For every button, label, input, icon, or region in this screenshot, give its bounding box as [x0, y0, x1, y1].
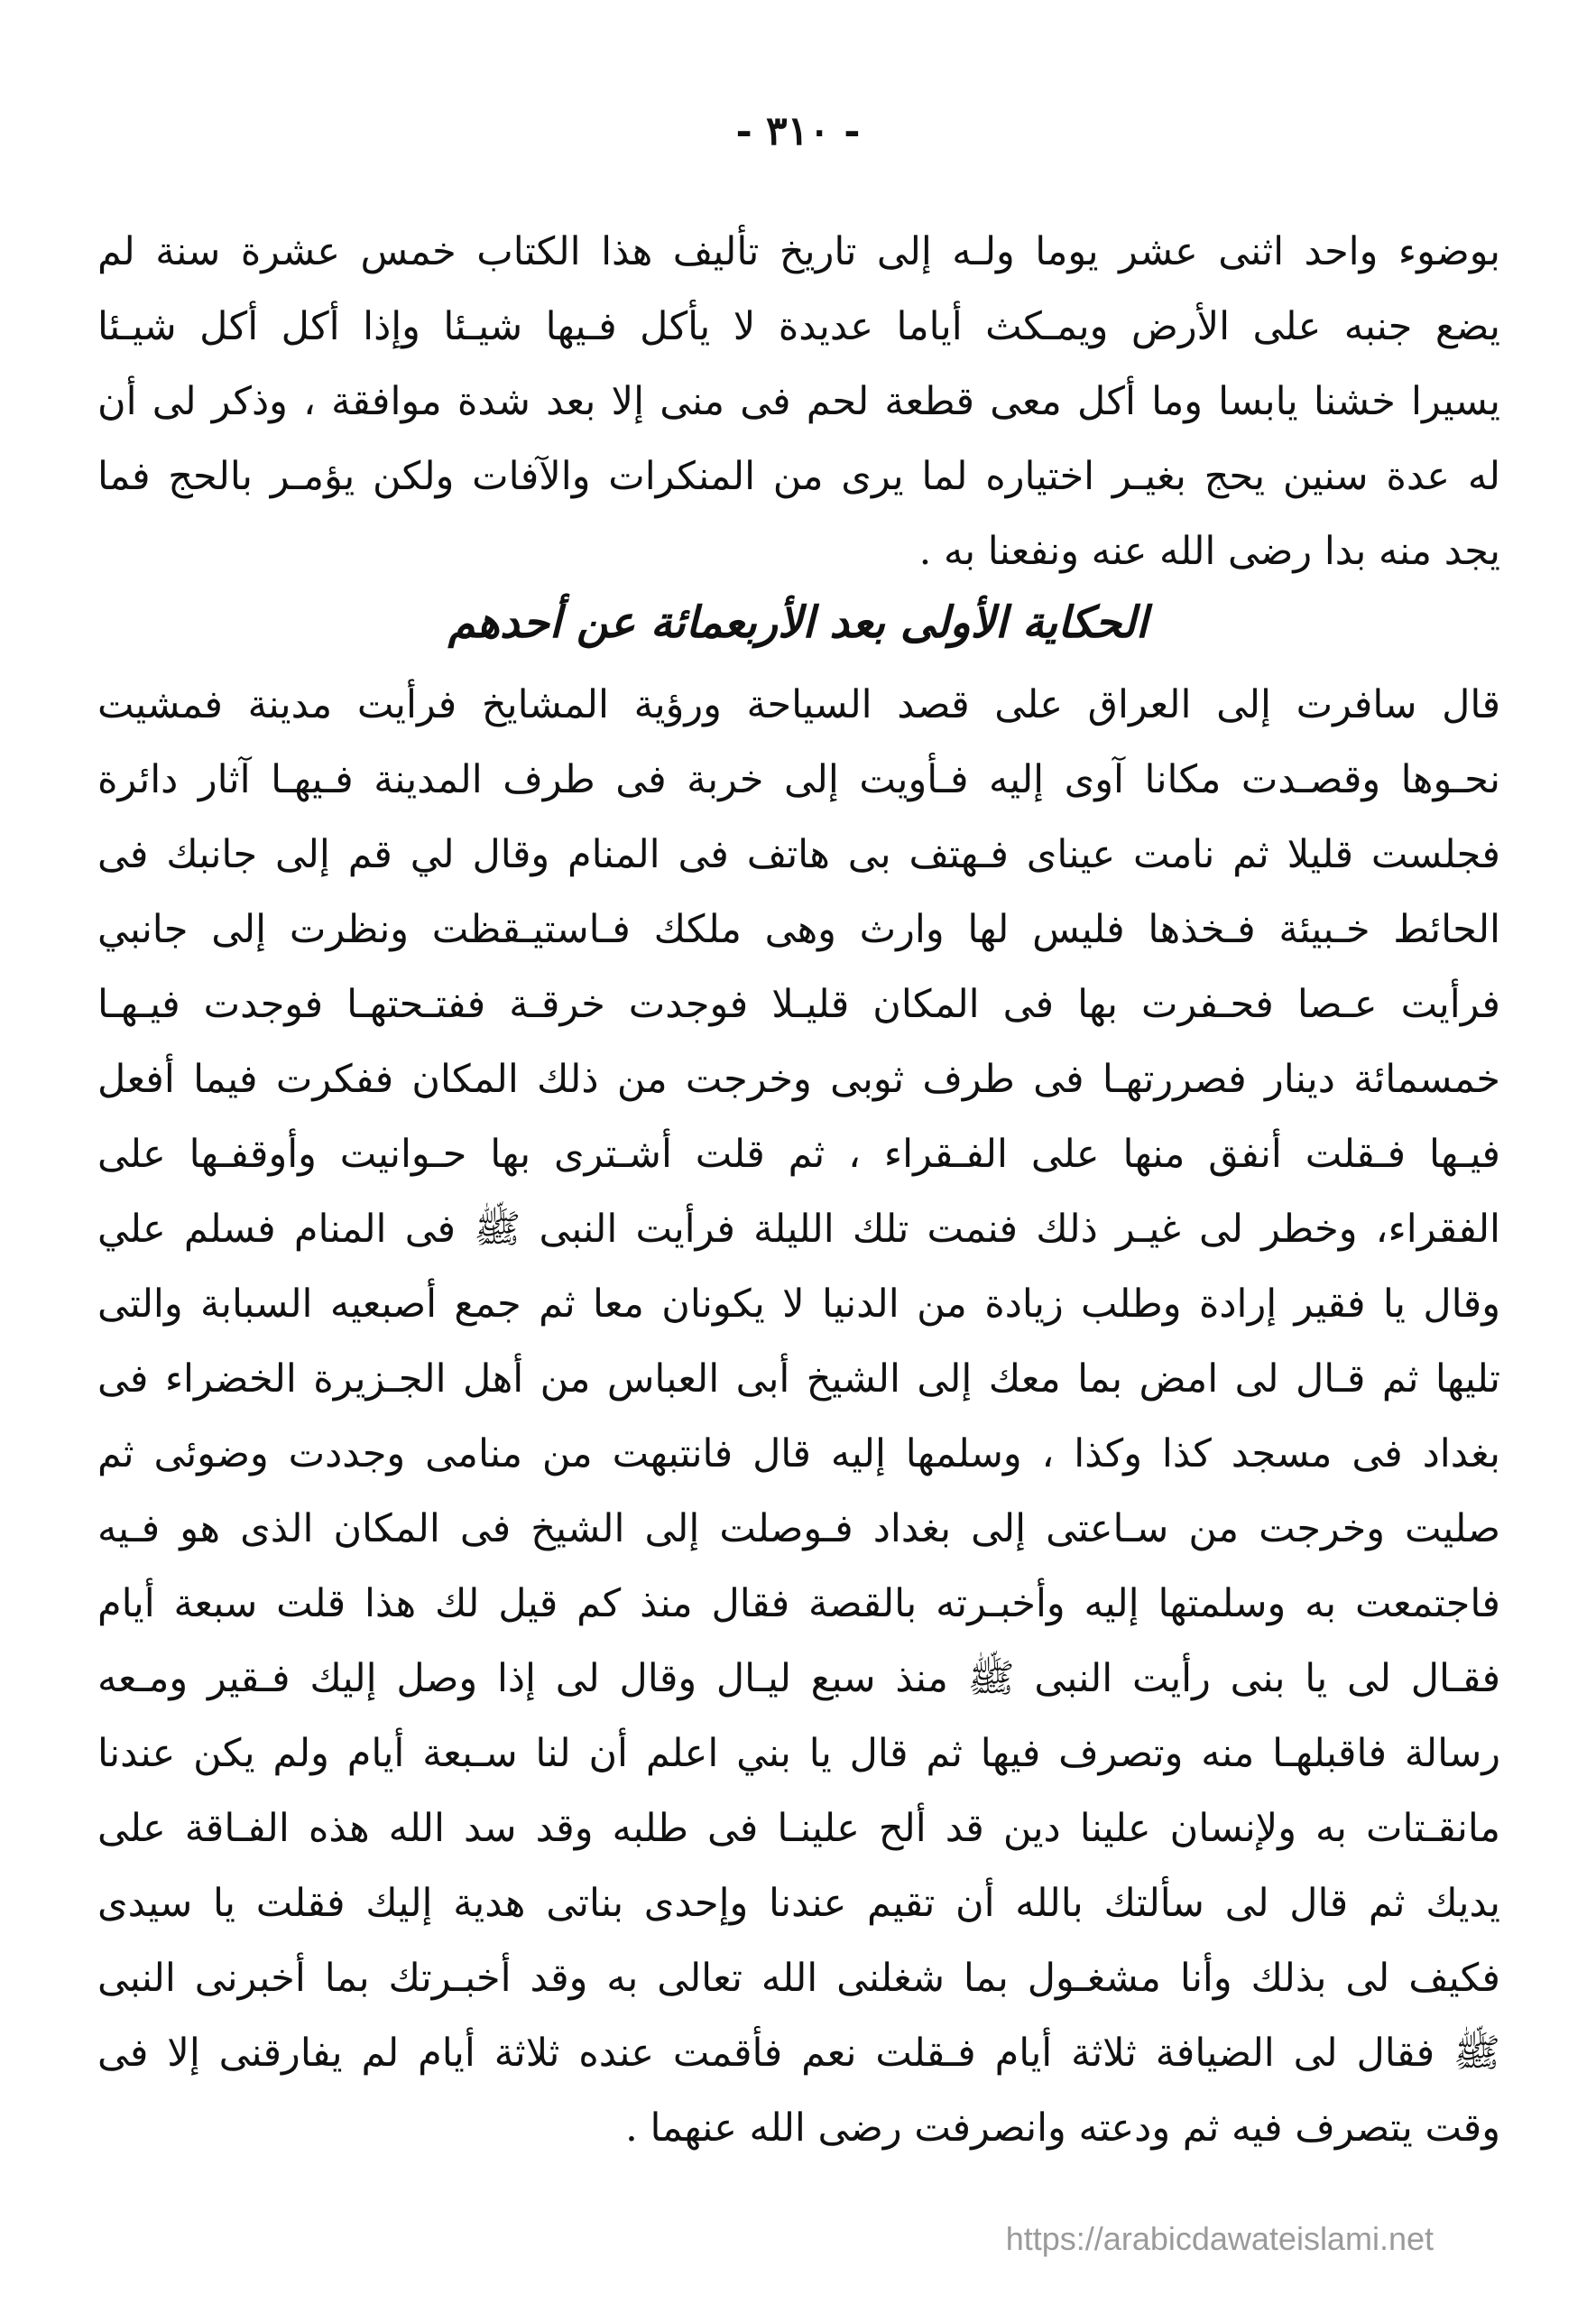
- text-line: الحائط خـبيئة فـخذها فليس لها وارث وهى ملكك فـاستيـقظت ونظرت إلى جانبي: [97, 907, 1500, 952]
- text-line: فجلست قليلا ثم نامت عيناى فـهتف بى هاتف فى المنام وقال لي قم إلى جانبك فى: [97, 832, 1500, 877]
- text-line: تليها ثم قـال لى امض بما معك إلى الشيخ أبى العباس من أهل الجـزيرة الخضراء فى: [97, 1356, 1500, 1402]
- text-line: خمسمائة دينار فصررتهـا فى طرف ثوبى وخرجت من ذلك المكان ففكرت فيما أفعل: [97, 1057, 1500, 1102]
- page-number: - ٣١٠ -: [735, 108, 861, 154]
- watermark-url: https://arabicdawateislami.net: [1005, 2220, 1434, 2257]
- text-line: وقت يتصرف فيه ثم ودعته وانصرفت رضى الله عنهما .: [625, 2106, 1500, 2151]
- text-line: ﷺ فقال لى الضيافة ثلاثة أيام فـقلت نعم فأقمت عنده ثلاثة أيام لم يفارقنى إلا فى: [97, 2031, 1500, 2076]
- text-line: يسيرا خشنا يابسا وما أكل معى قطعة لحم فى منى إلا بعد شدة موافقة ، وذكر لى أن: [97, 379, 1500, 424]
- text-line: يضع جنبه على الأرض ويمـكث أياما عديدة لا يأكل فـيها شيـئا وإذا أكل أكل شيـئا: [97, 304, 1500, 349]
- text-line: فقـال لى يا بنى رأيت النبى ﷺ منذ سبع ليـال وقال لى إذا وصل إليك فـقير ومـعه: [97, 1656, 1500, 1701]
- text-line: يجد منه بدا رضى الله عنه ونفعنا به .: [918, 529, 1500, 574]
- text-line: فاجتمعت به وسلمتها إليه وأخبـرته بالقصة فقال منذ كم قيل لك هذا قلت سبعة أيام: [97, 1581, 1500, 1626]
- text-line: مانقـتات به ولإنسان علينا دين قد ألح علينـا فى طلبه وقد سد الله هذه الفـاقة على: [97, 1806, 1500, 1851]
- text-line: بوضوء واحد اثنى عشر يوما ولـه إلى تاريخ تأليف هذا الكتاب خمس عشرة سنة لم: [97, 229, 1500, 274]
- text-line: بغداد فى مسجد كذا وكذا ، وسلمها إليه قال فانتبهت من منامى وجددت وضوئى ثم: [97, 1431, 1500, 1476]
- story-paragraph: [97, 668, 1500, 2166]
- section-heading: الحكاية الأولى بعد الأربعمائة عن أحدهم: [447, 597, 1149, 648]
- text-line: نحـوها وقصـدت مكانا آوى إليه فـأويت إلى خربة فى طرف المدينة فـيهـا آثار دائرة: [97, 757, 1500, 802]
- text-line: فرأيت عـصا فحـفرت بها فى المكان قليـلا فوجدت خرقـة ففتـحتهـا فوجدت فيـهـا: [97, 982, 1500, 1027]
- text-line: قال سافرت إلى العراق على قصد السياحة ورؤية المشايخ فرأيت مدينة فمشيت: [97, 682, 1500, 727]
- intro-paragraph: [97, 215, 1500, 589]
- text-line: الفقراء، وخطر لى غيـر ذلك فنمت تلك الليلة فرأيت النبى ﷺ فى المنام فسلم علي: [97, 1207, 1500, 1252]
- text-line: فيـها فـقلت أنفق منها على الفـقراء ، ثم قلت أشـترى بها حـوانيت وأوقفـها على: [97, 1132, 1500, 1177]
- text-line: وقال يا فقير إرادة وطلب زيادة من الدنيا لا يكونان معا ثم جمع أصبعيه السبابة والتى: [97, 1282, 1500, 1327]
- text-line: صليت وخرجت من سـاعتى إلى بغداد فـوصلت إلى الشيخ فى المكان الذى هو فـيه: [97, 1506, 1500, 1551]
- text-line: يديك ثم قال لى سألتك بالله أن تقيم عندنا وإحدى بناتى هدية إليك فقلت يا سيدى: [97, 1881, 1500, 1926]
- text-line: فكيف لى بذلك وأنا مشغـول بما شغلنى الله تعالى به وقد أخبـرتك بما أخبرنى النبى: [97, 1956, 1500, 2001]
- text-line: له عدة سنين يحج بغيـر اختياره لما يرى من المنكرات والآفات ولكن يؤمـر بالحج فما: [97, 454, 1500, 499]
- text-line: رسالة فاقبلهـا منه وتصرف فيها ثم قال يا بني اعلم أن لنا سـبعة أيام ولم يكن عندنا: [97, 1731, 1500, 1776]
